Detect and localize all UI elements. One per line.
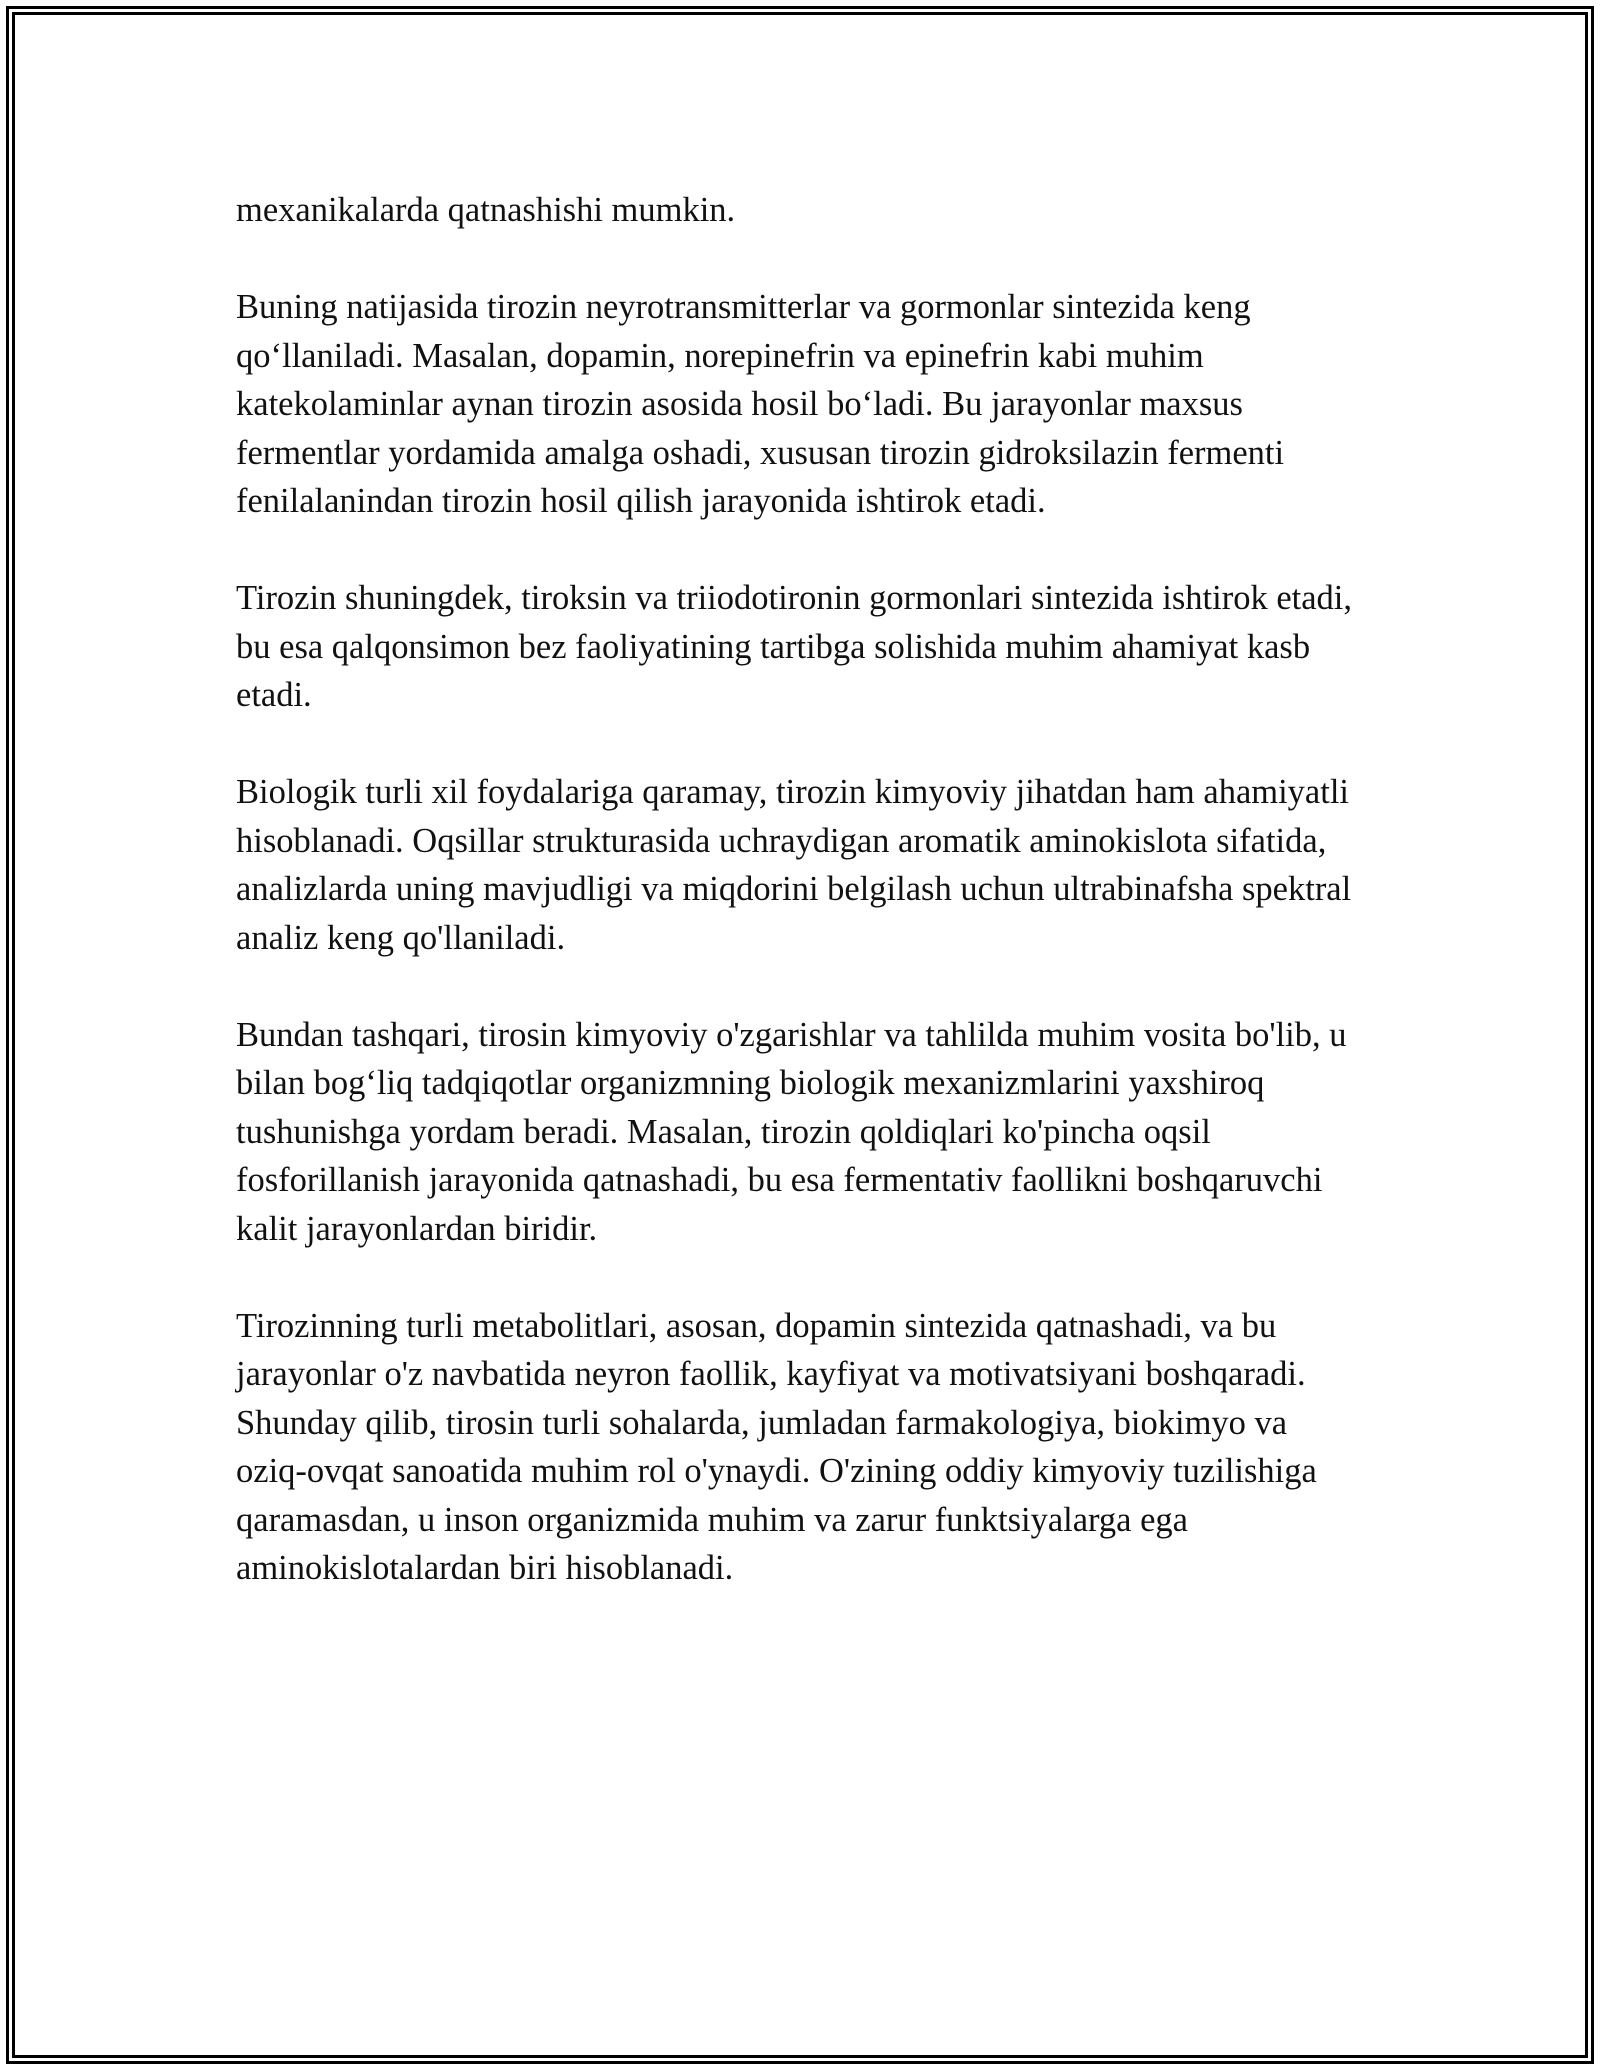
paragraph-5: Bundan tashqari, tirosin kimyoviy o'zgarishlar va tahlilda muhim vosita bo'lib, u bilan bog‘liq tadqiqotlar organizmning biologik mexanizmlarini yaxshiroq tushunishga yordam beradi. Masalan, tirozin qoldiqlari ko'pincha oqsil fosforillanish jarayonida qatnashadi, bu esa fermentativ faollikni boshqaruvchi kalit jarayonlardan biridir.	[236, 1015, 1347, 1248]
paragraph-6: Tirozinning turli metabolitlari, asosan, dopamin sintezida qatnashadi, va bu jarayonlar o'z navbatida neyron faollik, kayfiyat va motivatsiyani boshqaradi. Shunday qilib, tirosin turli sohalarda, jumladan farmakologiya, biokimyo va oziq-ovqat sanoatida muhim rol o'ynaydi. O'zining oddiy kimyoviy tuzilishiga qaramasdan, u inson organizmida muhim va zarur funktsiyalarga ega aminokislotalardan biri hisoblanadi.	[236, 1306, 1317, 1587]
paragraph-4: Biologik turli xil foydalariga qaramay, tirozin kimyoviy jihatdan ham ahamiyatli hisoblanadi. Oqsillar strukturasida uchraydigan aromatik aminokislota sifatida, analizlarda uning mavjudligi va miqdorini belgilash uchun ultrabinafsha spektral analiz keng qo'llaniladi.	[236, 773, 1352, 957]
paragraph-3: Tirozin shuningdek, tiroksin va triiodotironin gormonlari sintezida ishtirok etadi, bu esa qalqonsimon bez faoliyatining tartibga solishida muhim ahamiyat kasb etadi.	[236, 579, 1353, 714]
paragraph-2: Buning natijasida tirozin neyrotransmitterlar va gormonlar sintezida keng qo‘llaniladi. Masalan, dopamin, norepinefrin va epinefrin kabi muhim katekolaminlar aynan tirozin asosida hosil bo‘ladi. Bu jarayonlar maxsus fermentlar yordamida amalga oshadi, xususan tirozin gidroksilazin fermenti fenilalanindan tirozin hosil qilish jarayonida ishtirok etadi.	[236, 288, 1285, 520]
paragraph-1: mexanikalarda qatnashishi mumkin.	[236, 191, 736, 229]
document-body	[236, 186, 1366, 1641]
